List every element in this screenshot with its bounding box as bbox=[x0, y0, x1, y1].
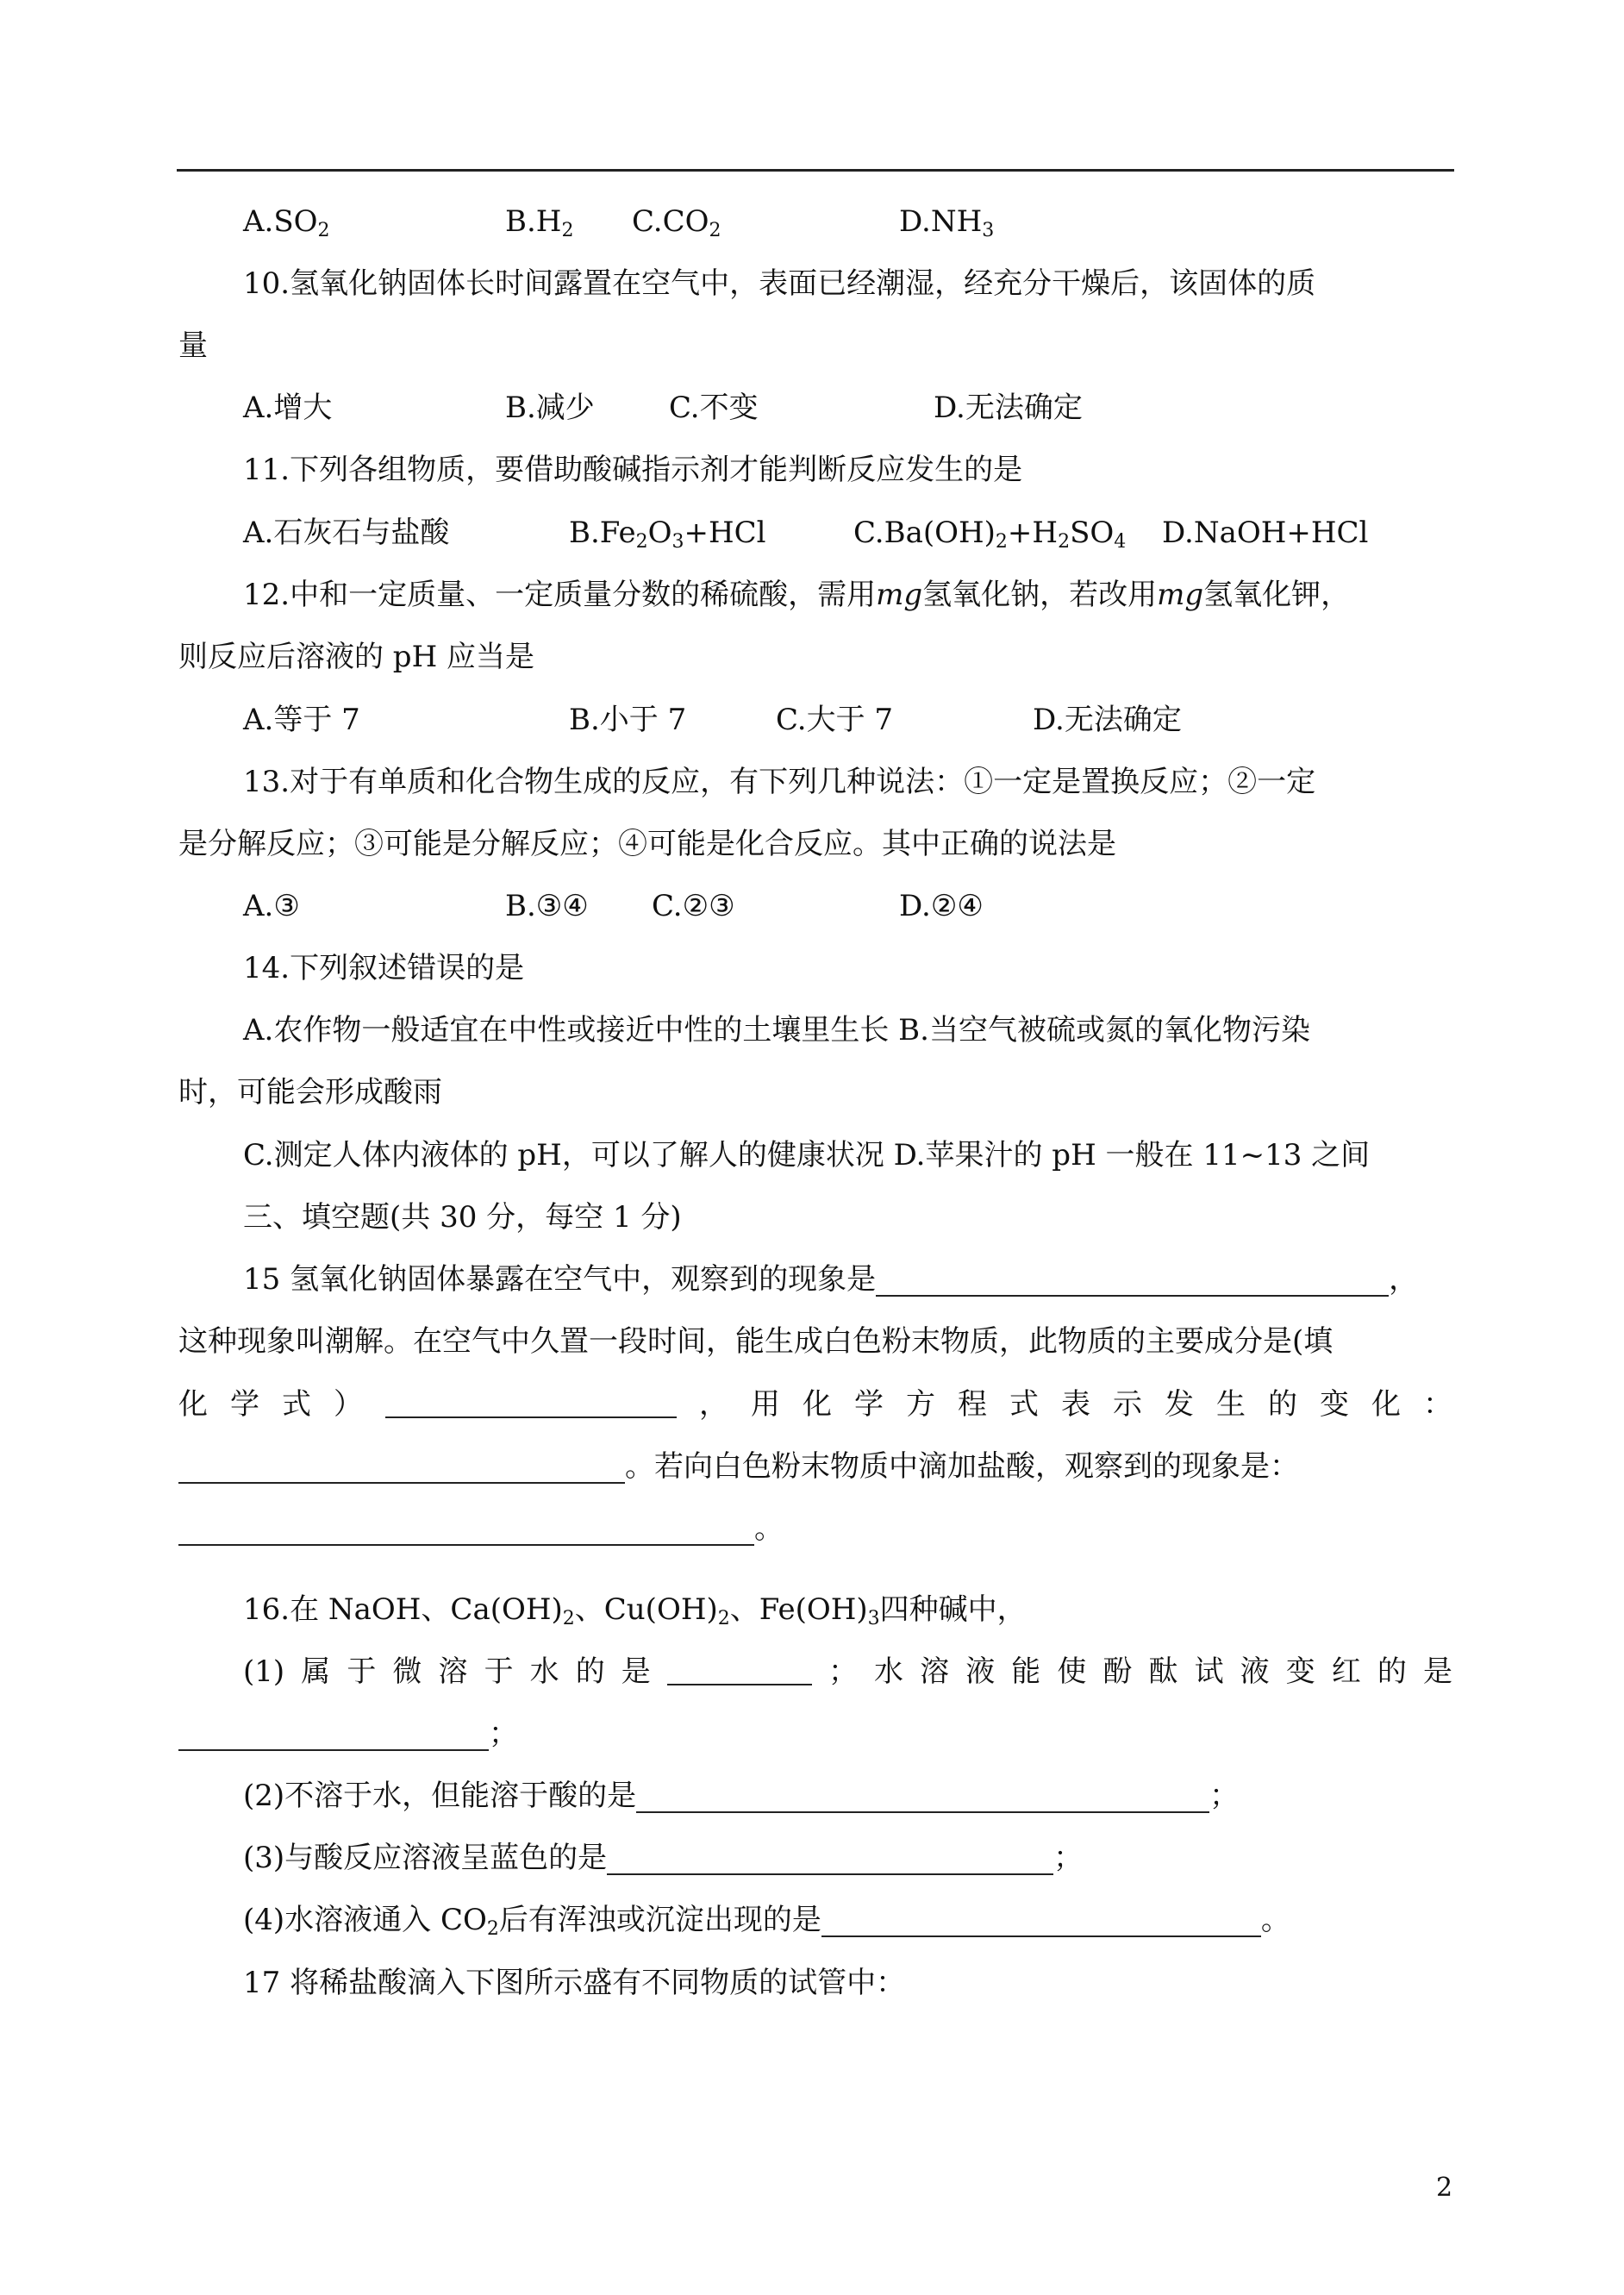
q13-option-c: C.②③ bbox=[652, 889, 735, 923]
q15-blank-phenomenon[interactable] bbox=[876, 1266, 1389, 1297]
q16-blank-phenolphthalein[interactable] bbox=[178, 1720, 489, 1751]
q16-blank-co2-precipitate[interactable] bbox=[821, 1906, 1261, 1937]
q16-blank-slightly-soluble[interactable] bbox=[667, 1654, 812, 1685]
q11-option-b: $B.Fe_2O_3+HCl$ bbox=[569, 516, 766, 553]
q15-blank-formula[interactable] bbox=[385, 1387, 677, 1418]
q10-option-b: B.减少 bbox=[505, 391, 595, 425]
q16-part4: (4)水溶液通入 $CO_2$后有浑浊或沉淀出现的是 。 bbox=[243, 1903, 1290, 1940]
q13-stem-line2: 是分解反应；③可能是分解反应；④可能是化合反应。其中正确的说法是 bbox=[178, 827, 1116, 861]
q11-option-d: D.NaOH+HCl bbox=[1162, 516, 1369, 550]
q15-line2: 这种现象叫潮解。在空气中久置一段时间，能生成白色粉末物质，此物质的主要成分是(填 bbox=[178, 1324, 1334, 1359]
q15-line4: 。若向白色粉末物质中滴加盐酸，观察到的现象是： bbox=[178, 1449, 1299, 1484]
q14-options-ab-line2: 时，可能会形成酸雨 bbox=[178, 1075, 442, 1110]
q15-line1: 15 氢氧化钠固体暴露在空气中，观察到的现象是 ， bbox=[243, 1262, 1419, 1297]
q10-option-c: C.不变 bbox=[669, 391, 759, 425]
q11-option-c: $C.Ba(OH)_2+H_2SO_4$ bbox=[853, 516, 1127, 553]
q10-option-a: A.增大 bbox=[243, 391, 333, 425]
q16-stem: 16.在 NaOH、$Ca(OH)_2$、$Cu(OH)_2$、$Fe(OH)_3$四种碱中， bbox=[243, 1592, 1027, 1629]
q17-stem: 17 将稀盐酸滴入下图所示盛有不同物质的试管中： bbox=[243, 1966, 906, 2000]
q15-line5: 。 bbox=[178, 1511, 784, 1546]
q9-option-b: $B.H_2$ bbox=[505, 204, 574, 241]
q13-option-b: B.③④ bbox=[505, 889, 589, 923]
q15-blank-equation[interactable] bbox=[178, 1453, 625, 1484]
q12-stem-line2: 则反应后溶液的 pH 应当是 bbox=[178, 640, 535, 674]
q11-option-a: A.石灰石与盐酸 bbox=[243, 516, 450, 550]
q12-option-a: A.等于 7 bbox=[243, 703, 360, 737]
q13-stem-line1: 13.对于有单质和化合物生成的反应，有下列几种说法：①一定是置换反应；②一定 bbox=[243, 765, 1316, 799]
q11-stem: 11.下列各组物质，要借助酸碱指示剂才能判断反应发生的是 bbox=[243, 453, 1023, 487]
q16-part3: (3)与酸反应溶液呈蓝色的是 ； bbox=[243, 1841, 1084, 1875]
q9-option-d: $D.NH_3$ bbox=[899, 204, 995, 241]
q14-stem: 14.下列叙述错误的是 bbox=[243, 951, 525, 985]
q10-option-d: D.无法确定 bbox=[934, 391, 1083, 425]
q14-options-ab-line1: A.农作物一般适宜在中性或接近中性的土壤里生长 B.当空气被硫或氮的氧化物污染 bbox=[243, 1013, 1310, 1047]
section-fill-in-heading: 三、填空题(共 30 分，每空 1 分) bbox=[243, 1200, 682, 1235]
q12-option-b: B.小于 7 bbox=[569, 703, 687, 737]
q12-option-d: D.无法确定 bbox=[1033, 703, 1182, 737]
q12-stem-line1: 12.中和一定质量、一定质量分数的稀硫酸，需用mg氢氧化钠，若改用mg氢氧化钾， bbox=[243, 578, 1351, 612]
q12-option-c: C.大于 7 bbox=[776, 703, 894, 737]
q15-blank-hcl-phenomenon[interactable] bbox=[178, 1515, 754, 1546]
q13-option-a: A.③ bbox=[243, 889, 300, 923]
q16-part1-line1: (1) 属 于 微 溶 于 水 的 是 ； 水 溶 液 能 使 酚 酞 试 液 变 红 的 是 bbox=[243, 1654, 1452, 1689]
q16-part2: (2)不溶于水，但能溶于酸的是 ； bbox=[243, 1779, 1240, 1813]
q10-stem-line2: 量 bbox=[178, 328, 208, 363]
page-number: 2 bbox=[1436, 2173, 1453, 2203]
q13-option-d: D.②④ bbox=[899, 889, 984, 923]
q10-stem-line1: 10.氢氧化钠固体长时间露置在空气中，表面已经潮湿，经充分干燥后，该固体的质 bbox=[243, 266, 1316, 301]
q14-options-cd: C.测定人体内液体的 pH，可以了解人的健康状况 D.苹果汁的 pH 一般在 11~13 之间 bbox=[243, 1138, 1371, 1173]
q16-blank-acid-soluble[interactable] bbox=[636, 1782, 1209, 1813]
q16-part1-line2: ； bbox=[178, 1717, 518, 1751]
q16-blank-blue-solution[interactable] bbox=[607, 1844, 1053, 1875]
q9-option-a: $A.SO_2$ bbox=[243, 204, 330, 241]
q15-line3: 化 学 式 ） ， 用 化 学 方 程 式 表 示 发 生 的 变 化 ： bbox=[178, 1387, 1452, 1422]
header-rule bbox=[177, 169, 1454, 172]
q9-option-c: $C.CO_2$ bbox=[632, 204, 721, 241]
